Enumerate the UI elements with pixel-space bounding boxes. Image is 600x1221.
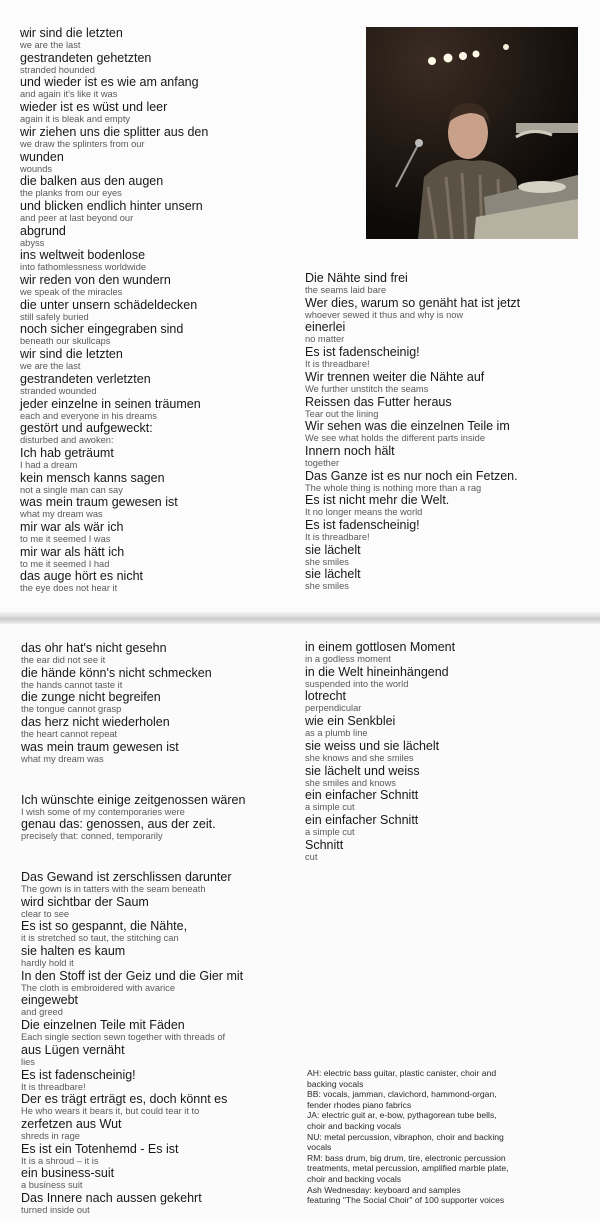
lyric-english: perpendicular (305, 703, 362, 714)
lyric-pair (21, 919, 245, 944)
lyric-english: the heart cannot repeat (21, 729, 118, 740)
lyric-german: Der es trägt erträgt es, doch könnt es (21, 1092, 228, 1107)
lyric-pair (305, 813, 455, 838)
lyric-pair (21, 1018, 245, 1043)
lyric-german: sie halten es kaum (21, 944, 126, 959)
lyric-german: eingewebt (21, 993, 78, 1008)
lyric-english: The cloth is embroidered with avarice (21, 982, 175, 993)
lyric-german: Es ist nicht mehr die Welt. (305, 493, 450, 508)
lyric-english: and greed (21, 1007, 63, 1018)
lyric-english: still safely buried (20, 311, 89, 322)
lyric-english: The gown is in tatters with the seam beneath (21, 883, 206, 894)
lyric-english: and peer at last beyond our (20, 212, 134, 223)
lyric-german: sie lächelt und weiss (305, 763, 420, 778)
lyric-pair (20, 51, 208, 76)
lyric-pair (305, 543, 520, 568)
lyric-pair (305, 518, 520, 543)
lyric-english: It is threadbare! (21, 1081, 86, 1092)
lyric-english: the ear did not see it (21, 655, 106, 665)
lyric-pair (21, 1117, 245, 1142)
lyric-pair (20, 273, 208, 298)
lyric-german: Schnitt (305, 837, 344, 852)
lyric-german: mir war als wär ich (20, 520, 124, 535)
lyric-english: hardly hold it (21, 958, 74, 969)
lyric-german: ein einfacher Schnitt (305, 812, 419, 827)
lyric-german: sie lächelt (305, 567, 361, 582)
page-fold (0, 612, 600, 624)
lyric-pair (21, 817, 245, 842)
lyric-pair (305, 469, 520, 494)
lyric-german: mir war als hätt ich (20, 544, 125, 559)
lyric-german: und blicken endlich hinter unsern (20, 198, 203, 213)
lyric-pair (305, 395, 520, 420)
lyric-english: a business suit (21, 1180, 83, 1191)
lyric-pair (305, 788, 455, 813)
lyric-english: what my dream was (20, 509, 103, 520)
lyric-pair (21, 641, 245, 666)
lyric-english: the eye does not hear it (20, 583, 118, 594)
lyric-english: she smiles (305, 556, 349, 567)
lyric-english: we speak of the miracles (20, 287, 123, 298)
lyric-pair (21, 1092, 245, 1117)
credit-line: BB: vocals, jamman, clavichord, hammond-organ, (307, 1089, 497, 1100)
lyric-german: was mein traum gewesen ist (21, 739, 179, 754)
lyric-english: she knows and she smiles (305, 752, 414, 763)
lyric-english: each and everyone in his dreams (20, 410, 157, 421)
performer-photo-image (366, 27, 578, 239)
lyric-pair (305, 764, 455, 789)
lyric-pair (20, 100, 208, 125)
lyric-english: wounds (20, 163, 53, 174)
lyrics-column-bottom-left (21, 641, 245, 1216)
lyric-english: again it is bleak and empty (20, 114, 131, 125)
lyric-english: It is threadbare! (305, 359, 370, 370)
lyric-english: it is stretched so taut, the stitching can (21, 933, 179, 944)
lyric-pair (20, 26, 208, 51)
performer-photo (366, 27, 578, 239)
lyric-english: I wish some of my contemporaries were (21, 806, 185, 817)
lyric-german: gestrandeten gehetzten (20, 50, 152, 65)
lyric-german: wir reden von den wundern (20, 273, 171, 288)
lyric-german: wunden (20, 149, 64, 164)
lyric-english: and again it's like it was (20, 89, 118, 100)
lyric-pair (21, 895, 245, 920)
lyric-german: abgrund (20, 223, 66, 238)
lyric-pair (20, 372, 208, 397)
lyric-english: we are the last (20, 361, 81, 372)
credits-block (307, 1068, 587, 1206)
lyric-german: gestört und aufgeweckt: (20, 421, 153, 436)
credit-line: RM: bass drum, big drum, tire, electronic percussion (307, 1152, 506, 1163)
lyric-pair (20, 224, 208, 249)
lyric-german: was mein traum gewesen ist (20, 495, 178, 510)
credit-line: NU: metal percussion, vibraphon, choir and backing (307, 1131, 504, 1142)
lyric-pair (21, 1142, 245, 1167)
lyric-english: It is threadbare! (305, 532, 370, 543)
credit-line: choir and backing vocals (307, 1120, 402, 1131)
stanza-break (21, 765, 245, 793)
lyric-german: Es ist fadenscheinig! (21, 1067, 136, 1082)
lyric-pair (21, 1166, 245, 1191)
lyric-german: Innern noch hält (305, 443, 395, 458)
lyric-pair (305, 689, 455, 714)
lyric-english: the planks from our eyes (20, 188, 122, 199)
lyric-german: Es ist fadenscheinig! (305, 345, 420, 360)
lyric-english: into fathomlessness worldwide (20, 262, 147, 273)
lyric-german: sie lächelt (305, 542, 361, 557)
lyric-english: suspended into the world (305, 678, 409, 689)
lyric-english: The whole thing is nothing more than a rag (305, 482, 482, 493)
lyric-german: kein mensch kanns sagen (20, 470, 165, 485)
lyric-german: Das Gewand ist zerschlissen darunter (21, 869, 232, 884)
lyric-german: Es ist fadenscheinig! (305, 518, 420, 533)
credit-line: JA: electric guit ar, e-bow, pythagorean tube bells, (307, 1110, 497, 1121)
lyric-german: Ich wünschte einige zeitgenossen wären (21, 792, 246, 807)
lyric-pair (21, 1068, 245, 1093)
lyric-english: what my dream was (21, 753, 104, 764)
stanza-break (21, 842, 245, 870)
lyric-german: wie ein Senkblei (305, 714, 396, 729)
lyric-english: He who wears it bears it, but could tear it to (21, 1106, 200, 1117)
lyric-pair (20, 347, 208, 372)
lyric-pair (20, 199, 208, 224)
lyric-pair (20, 150, 208, 175)
lyric-german: zerfetzen aus Wut (21, 1116, 122, 1131)
lyric-english: abyss (20, 237, 45, 248)
lyric-german: Das Innere nach aussen gekehrt (21, 1191, 202, 1206)
lyric-german: Das Ganze ist es nur noch ein Fetzen. (305, 468, 518, 483)
lyric-german: ins weltweit bodenlose (20, 248, 146, 263)
lyric-german: in die Welt hineinhängend (305, 664, 449, 679)
credit-line: Ash Wednesday: keyboard and samples (307, 1184, 461, 1195)
lyric-pair (305, 370, 520, 395)
lyric-pair (20, 174, 208, 199)
lyric-pair (21, 690, 245, 715)
lyric-german: In den Stoff ist der Geiz und die Gier mit (21, 968, 244, 983)
lyric-english: the seams laid bare (305, 285, 387, 295)
lyric-german: Es ist so gespannt, die Nähte, (21, 919, 188, 934)
lyric-english: It is a shroud – it is (21, 1155, 99, 1166)
lyric-pair (305, 419, 520, 444)
lyric-german: lotrecht (305, 689, 346, 704)
lyric-german: Die Nähte sind frei (305, 271, 408, 285)
lyric-english: a simple cut (305, 802, 355, 813)
lyric-pair (305, 444, 520, 469)
lyric-english: a simple cut (305, 826, 355, 837)
lyric-english: clear to see (21, 908, 70, 919)
lyric-german: die unter unsern schädeldecken (20, 297, 198, 312)
lyric-german: wir sind die letzten (20, 347, 123, 362)
lyric-german: Es ist ein Totenhemd - Es ist (21, 1141, 179, 1156)
credit-line: vocals (307, 1142, 332, 1153)
lyric-german: das ohr hat's nicht gesehn (21, 641, 167, 655)
lyric-german: ein einfacher Schnitt (305, 788, 419, 803)
lyric-pair (305, 271, 520, 296)
lyric-pair (305, 320, 520, 345)
lyric-pair (21, 666, 245, 691)
lyric-pair (21, 1043, 245, 1068)
lyric-pair (305, 714, 455, 739)
lyric-english: disturbed and awoken: (20, 435, 114, 446)
lyric-pair (21, 870, 245, 895)
lyric-pair (305, 665, 455, 690)
lyric-pair (305, 567, 520, 592)
lyric-german: aus Lügen vernäht (21, 1042, 125, 1057)
lyric-german: gestrandeten verletzten (20, 371, 151, 386)
lyric-german: und wieder ist es wie am anfang (20, 75, 199, 90)
lyric-english: It no longer means the world (305, 507, 423, 518)
credit-line: choir and backing vocals (307, 1173, 402, 1184)
lyric-english: no matter (305, 334, 345, 345)
credit-line: fender rhodes piano fabrics (307, 1099, 412, 1110)
lyric-pair (21, 944, 245, 969)
lyric-pair (20, 520, 208, 545)
lyric-english: I had a dream (20, 459, 78, 470)
lyric-german: wir sind die letzten (20, 26, 123, 40)
lyric-german: Die einzelnen Teile mit Fäden (21, 1018, 185, 1033)
lyric-english: in a godless moment (305, 654, 391, 664)
lyric-german: die hände könn's nicht schmecken (21, 665, 212, 680)
lyric-english: beneath our skullcaps (20, 336, 111, 347)
lyric-pair (20, 495, 208, 520)
lyric-english: together (305, 457, 340, 468)
lyric-pair (20, 125, 208, 150)
credit-line: treatments, metal percussion, amplified marble plate, (307, 1163, 509, 1174)
lyric-pair (305, 345, 520, 370)
lyric-pair (20, 471, 208, 496)
lyric-english: we are the last (20, 40, 81, 50)
lyric-pair (305, 296, 520, 321)
lyric-german: wird sichtbar der Saum (21, 894, 149, 909)
lyric-german: das auge hört es nicht (20, 569, 143, 584)
lyric-german: Wir trennen weiter die Nähte auf (305, 369, 485, 384)
lyric-pair (305, 838, 455, 863)
lyric-pair (20, 322, 208, 347)
lyric-english: precisely that: conned, temporarily (21, 831, 163, 842)
lyric-english: we draw the splinters from our (20, 138, 145, 149)
lyric-pair (20, 75, 208, 100)
lyric-english: We further unstitch the seams (305, 383, 429, 394)
lyrics-column-top-left (20, 26, 208, 594)
lyric-english: turned inside out (21, 1205, 90, 1216)
lyric-english: stranded wounded (20, 385, 97, 396)
lyric-pair (21, 993, 245, 1018)
lyric-english: to me it seemed I had (20, 558, 110, 569)
lyric-pair (20, 397, 208, 422)
lyric-english: not a single man can say (20, 484, 123, 495)
lyric-german: noch sicher eingegraben sind (20, 322, 184, 337)
lyric-german: einerlei (305, 320, 346, 335)
lyric-german: sie weiss und sie lächelt (305, 738, 440, 753)
lyric-pair (21, 1191, 245, 1216)
lyric-english: cut (305, 851, 318, 862)
lyric-german: genau das: genossen, aus der zeit. (21, 817, 216, 832)
lyric-english: the hands cannot taste it (21, 679, 123, 690)
lyric-english: the tongue cannot grasp (21, 704, 122, 715)
lyric-german: die balken aus den augen (20, 174, 164, 189)
credit-line: featuring "The Social Choir" of 100 supporter voices (307, 1195, 505, 1206)
lyric-english: as a plumb line (305, 728, 368, 739)
lyric-german: ein business-suit (21, 1166, 115, 1181)
lyric-pair (20, 248, 208, 273)
lyric-english: stranded hounded (20, 64, 95, 75)
lyric-german: jeder einzelne in seinen träumen (20, 396, 201, 411)
lyric-pair (20, 421, 208, 446)
lyric-english: shreds in rage (21, 1130, 80, 1141)
lyric-pair (20, 545, 208, 570)
lyric-german: Wer dies, warum so genäht hat ist jetzt (305, 295, 521, 310)
lyric-pair (20, 569, 208, 594)
lyric-pair (21, 793, 245, 818)
lyric-english: whoever sewed it thus and why is now (305, 309, 464, 320)
lyric-german: Ich hab geträumt (20, 445, 114, 460)
lyric-english: she smiles and knows (305, 777, 396, 788)
lyric-pair (21, 740, 245, 765)
lyric-english: she smiles (305, 581, 349, 592)
lyric-pair (20, 298, 208, 323)
lyric-pair (21, 715, 245, 740)
lyric-english: We see what holds the different parts inside (305, 433, 486, 444)
credit-line: backing vocals (307, 1078, 364, 1089)
lyric-german: die zunge nicht begreifen (21, 690, 161, 705)
lyric-english: to me it seemed I was (20, 534, 111, 545)
lyric-german: wir ziehen uns die splitter aus den (20, 124, 209, 139)
lyric-german: wieder ist es wüst und leer (20, 100, 168, 115)
lyric-pair (20, 446, 208, 471)
lyric-german: das herz nicht wiederholen (21, 715, 170, 730)
credit-line: AH: electric bass guitar, plastic canister, choir and (307, 1068, 497, 1078)
lyric-pair (21, 969, 245, 994)
lyric-german: Wir sehen was die einzelnen Teile im (305, 419, 510, 434)
lyric-pair (305, 640, 455, 665)
lyric-german: in einem gottlosen Moment (305, 640, 456, 654)
lyric-pair (305, 493, 520, 518)
lyric-pair (305, 739, 455, 764)
lyric-english: lies (21, 1056, 35, 1067)
lyrics-column-bottom-right (305, 640, 455, 862)
lyric-english: Tear out the lining (305, 408, 379, 419)
lyrics-column-top-right (305, 271, 520, 592)
lyric-english: Each single section sewn together with threads of (21, 1032, 226, 1043)
lyric-german: Reissen das Futter heraus (305, 394, 452, 409)
